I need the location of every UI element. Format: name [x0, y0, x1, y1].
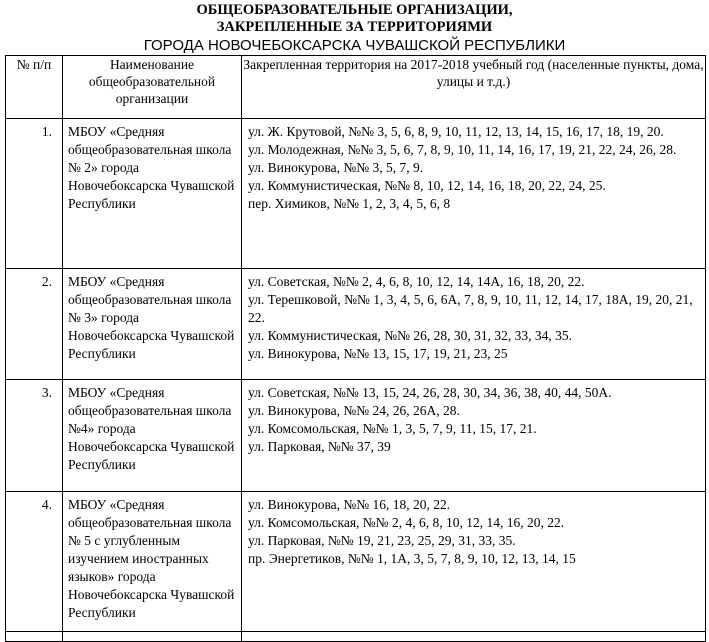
territory-line: ул. Парковая, №№ 37, 39 — [248, 439, 391, 454]
territory-line: ул. Коммунистическая, №№ 8, 10, 12, 14, 16, 18, 20, 22, 24, 25. — [248, 178, 606, 193]
territory-line: ул. Винокурова, №№ 24, 26, 26А, 28. — [248, 403, 460, 418]
table-row — [6, 492, 706, 632]
row-number: 1. — [6, 119, 63, 269]
empty-cell — [242, 632, 706, 642]
table-row — [6, 269, 706, 380]
territory-line: пер. Химиков, №№ 1, 2, 3, 4, 5, 6, 8 — [248, 196, 451, 211]
territory-line: ул. Винокурова, №№ 16, 18, 20, 22. — [248, 497, 451, 512]
title-line-1: ОБЩЕОБРАЗОВАТЕЛЬНЫЕ ОРГАНИЗАЦИИ, — [196, 2, 513, 18]
territory-cell — [242, 380, 706, 492]
table-row — [6, 380, 706, 492]
territory-line: пр. Энергетиков, №№ 1, 1А, 3, 5, 7, 8, 9, 10, 12, 13, 14, 15 — [248, 551, 576, 566]
territory-line: ул. Парковая, №№ 19, 21, 23, 25, 29, 31, 33, 35. — [248, 533, 516, 548]
column-header-name: Наименование общеобразовательной организации — [63, 56, 242, 119]
territory-line: ул. Молодежная, №№ 3, 5, 6, 7, 8, 9, 10, 11, 14, 16, 17, 19, 21, 22, 24, 26, 28. — [248, 142, 677, 157]
school-name: МБОУ «Средняя общеобразовательная школа № 5 с углубленным изучением иностранных языков» города Новочебоксарска Чувашской Республики — [63, 492, 242, 632]
school-name: МБОУ «Средняя общеобразовательная школа № 2» города Новочебоксарска Чувашской Республики — [63, 119, 242, 269]
empty-cell — [63, 632, 242, 642]
subtitle: ГОРОДА НОВОЧЕБОКСАРСКА ЧУВАШСКОЙ РЕСПУБЛИКИ — [143, 37, 566, 54]
territory-cell — [242, 269, 706, 380]
row-number: 3. — [6, 380, 63, 492]
title-line-2: ЗАКРЕПЛЕННЫЕ ЗА ТЕРРИТОРИЯМИ — [216, 19, 493, 35]
column-header-number: № п/п — [6, 56, 63, 119]
table-header-row — [6, 56, 706, 119]
territory-line: ул. Комсомольская, №№ 2, 4, 6, 8, 10, 12, 14, 16, 20, 22. — [248, 515, 565, 530]
school-name: МБОУ «Средняя общеобразовательная школа № 3» города Новочебоксарска Чувашской Республики — [63, 269, 242, 380]
territory-line: ул. Коммунистическая, №№ 26, 28, 30, 31, 32, 33, 34, 35. — [248, 328, 573, 343]
territory-line: ул. Ж. Крутовой, №№ 3, 5, 6, 8, 9, 10, 11, 12, 13, 14, 15, 16, 17, 18, 19, 20. — [248, 124, 664, 139]
table-row-continuation — [6, 632, 706, 642]
territory-cell — [242, 119, 706, 269]
schools-table — [5, 55, 706, 642]
territory-line: ул. Винокурова, №№ 3, 5, 7, 9. — [248, 160, 424, 175]
territory-line: ул. Комсомольская, №№ 1, 3, 5, 7, 9, 11, 15, 17, 21. — [248, 421, 537, 436]
table-row — [6, 119, 706, 269]
territory-line: ул. Терешковой, №№ 1, 3, 4, 5, 6, 6А, 7, 8, 9, 10, 11, 12, 14, 17, 18А, 19, 20, 21, 22. — [248, 292, 693, 325]
empty-cell — [6, 632, 63, 642]
territory-line: ул. Винокурова, №№ 13, 15, 17, 19, 21, 23, 25 — [248, 346, 508, 361]
row-number: 2. — [6, 269, 63, 380]
territory-cell — [242, 492, 706, 632]
column-header-territory: Закрепленная территория на 2017-2018 учебный год (населенные пункты, дома, улицы и т.д.) — [242, 56, 706, 119]
territory-line: ул. Советская, №№ 13, 15, 24, 26, 28, 30, 34, 36, 38, 40, 44, 50А. — [248, 385, 612, 400]
territory-line: ул. Советская, №№ 2, 4, 6, 8, 10, 12, 14, 14А, 16, 18, 20, 22. — [248, 274, 585, 289]
row-number: 4. — [6, 492, 63, 632]
school-name: МБОУ «Средняя общеобразовательная школа №4» города Новочебоксарска Чувашской Республики — [63, 380, 242, 492]
